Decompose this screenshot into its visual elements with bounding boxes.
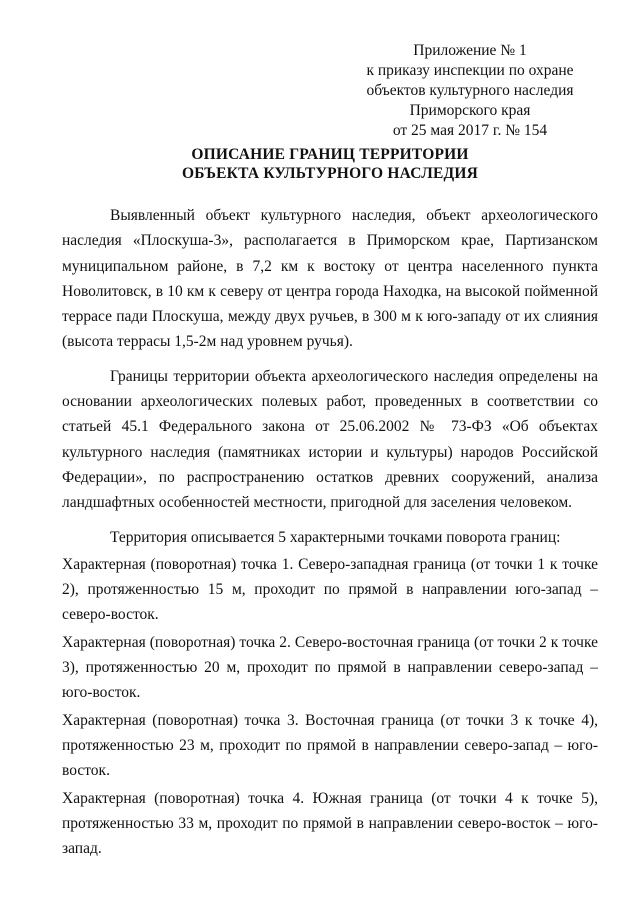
point-description-4: Характерная (поворотная) точка 4. Южная граница (от точки 4 к точке 5), протяженностью 33 м, проходит по прямой в направлении северо-восток – юго-запад. [62,789,598,858]
paragraph-location: Выявленный объект культурного наследия, объект археологического наследия «Плоскуша-3», располагается в Приморском крае, Партизанском муниципальном районе, в 7,2 км к востоку от центра населенного пункта Новолитовск, в 10 км к северу от центра города Находка, на высокой пойменной террасе пади Плоскуша, между двух ручьев, в 300 м к юго-западу от их слияния (высота террасы 1,5-2м над уровнем ручья). [62,207,598,351]
title-line-2: ОБЪЕКТА КУЛЬТУРНОГО НАСЛЕДИЯ [181,165,479,182]
appendix-line: к приказу инспекции по охране [366,62,574,79]
document-title [60,145,600,183]
paragraph-points-intro: Территория описывается 5 характерными точками поворота границ: [110,528,561,546]
appendix-header [355,41,585,141]
point-description-1: Характерная (поворотная) точка 1. Северо-западная граница (от точки 1 к точке 2), протяженностью 15 м, проходит по прямой в направлении юго-запад – северо-восток. [62,555,598,624]
document-body [62,203,598,861]
point-description-3: Характерная (поворотная) точка 3. Восточная граница (от точки 3 к точке 4), протяженностью 23 м, проходит по прямой в направлении северо-запад – юго-восток. [62,711,598,780]
point-description-2: Характерная (поворотная) точка 2. Северо-восточная граница (от точки 2 к точке 3), протяженностью 20 м, проходит по прямой в направлении северо-запад – юго-восток. [62,633,598,702]
appendix-line: Приморского края [409,102,531,119]
title-line-1: ОПИСАНИЕ ГРАНИЦ ТЕРРИТОРИИ [191,146,469,163]
appendix-line: Приложение № 1 [413,42,527,59]
paragraph-basis: Границы территории объекта археологического наследия определены на основании археологических полевых работ, проведенных в соответствии со статьей 45.1 Федерального закона от 25.06.2002 № 73-ФЗ «Об объектах культурного наследия (памятниках истории и культуры) народов Российской Федерации», по распространению остатков древних сооружений, анализа ландшафтных особенностей местности, пригодной для заселения человеком. [62,367,598,512]
appendix-line: объектов культурного наследия [366,82,574,99]
appendix-line: от 25 мая 2017 г. № 154 [392,122,548,139]
